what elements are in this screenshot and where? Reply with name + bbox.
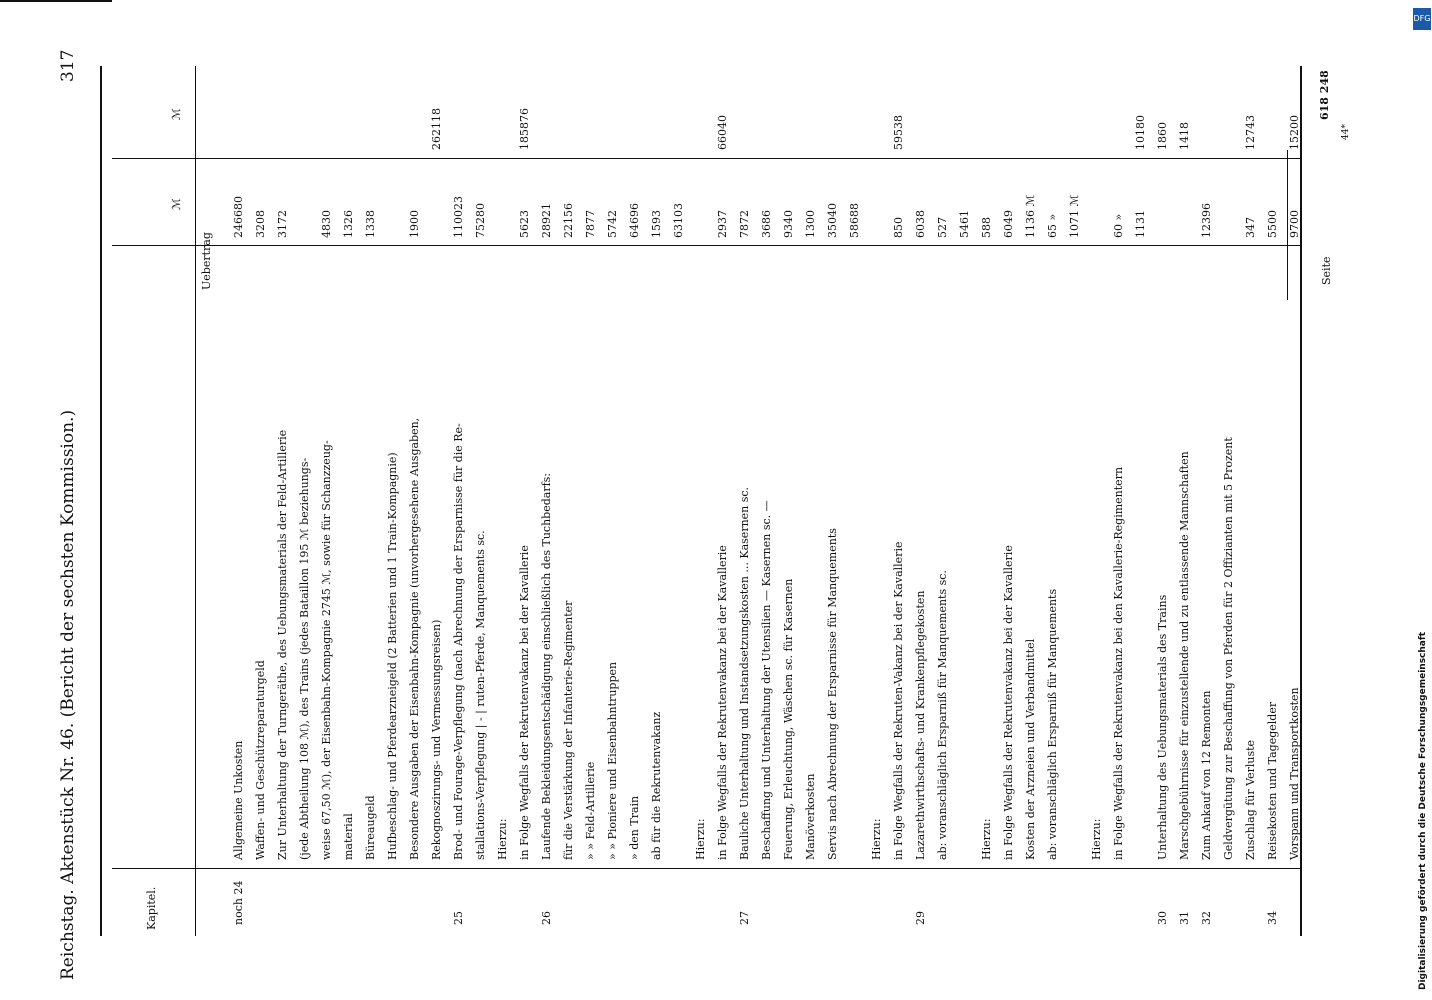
row-description: Zuschlag für Verluste <box>1244 739 1257 860</box>
row-description: in Folge Wegfalls der Rekrutenvakanz bei der Kavallerie <box>1002 545 1015 860</box>
row-description: Kosten der Arzneien und Verbandmittel <box>1024 638 1037 860</box>
row-description: Brod- und Fourage-Verpflegung (nach Abrechnung der Ersparnisse für die Re- <box>452 423 465 860</box>
amount-column-2: 66040 <box>716 115 729 150</box>
row-description: Laufende Bekleidungsentschädigung einschließlich des Tuchbedarfs: <box>540 473 553 860</box>
row-description: Hierzu: <box>870 818 883 860</box>
dfg-stamp-text: Digitalisierung gefördert durch die Deutsche Forschungsgemeinschaft <box>1418 631 1428 990</box>
row-description: Waffen- und Geschützreparaturgeld <box>254 660 267 860</box>
amount-column-1: 12396 <box>1200 203 1213 238</box>
amount-column-1: 527 <box>936 217 949 238</box>
amount-column-1: 246680 <box>232 196 245 238</box>
amount-column-1: 5623 <box>518 210 531 238</box>
amount-column-1: 1300 <box>804 210 817 238</box>
amount-column-1: 850 <box>892 217 905 238</box>
page-number: 317 <box>58 49 78 82</box>
row-description: Unterhaltung des Uebungsmaterials des Trains <box>1156 594 1169 860</box>
amount-column-1: 347 <box>1244 217 1257 238</box>
kapitel-number: 29 <box>914 911 927 925</box>
amount-column-1: 3172 <box>276 210 289 238</box>
amount-column-1: 6038 <box>914 210 927 238</box>
amount-column-1: 64696 <box>628 203 641 238</box>
amount-column-1: 28921 <box>540 203 553 238</box>
amount-column-2: 15200 <box>1288 115 1301 150</box>
row-description: Besondere Ausgaben der Eisenbahn-Kompagnie (unvorhergesehene Ausgaben, <box>408 417 421 860</box>
amount-column-2: 12743 <box>1244 115 1257 150</box>
row-description: in Folge Wegfalls der Rekrutenvakanz bei der Kavallerie <box>716 545 729 860</box>
header-rule <box>100 66 102 936</box>
column-divider-kapitel <box>112 868 1302 869</box>
kapitel-number: 30 <box>1156 911 1169 925</box>
footnote-mark: 44* <box>1341 124 1351 140</box>
seite-label: Seite <box>1320 256 1333 285</box>
amount-column-1: 1136 ℳ <box>1024 194 1037 238</box>
amount-column-1: 3686 <box>760 210 773 238</box>
row-description: Beschaffung und Unterhaltung der Utensilien — Kasernen sc. — <box>760 500 773 860</box>
row-description: Feuerung, Erleuchtung, Wäschen sc. für Kasernen <box>782 578 795 860</box>
amount-column-2: 1860 <box>1156 122 1169 150</box>
dfg-logo: DFG <box>1413 8 1431 30</box>
row-description: stallations-Verpflegung | - | ruten-Pferde, Manquements sc. <box>474 530 487 860</box>
row-description: Zur Unterhaltung der Turngeräthe, des Uebungsmaterials der Feld-Artillerie <box>276 429 289 860</box>
amount-column-1: 1900 <box>408 210 421 238</box>
uebertrag-label: Uebertrag <box>200 232 213 290</box>
row-description: Büreaugeld <box>364 795 377 860</box>
row-description: Geldvergütung zur Beschaffung von Pferden für 2 Offizianten mit 5 Prozent <box>1222 437 1235 860</box>
amount-column-1: 4830 <box>320 210 333 238</box>
row-description: in Folge Wegfalls der Rekruten-Vakanz bei der Kavallerie <box>892 541 905 860</box>
amount-column-1: 1593 <box>650 210 663 238</box>
amount-column-1: 1071 ℳ <box>1068 194 1081 238</box>
amount-column-1: 60 » <box>1112 213 1125 238</box>
amount-column-1: 3208 <box>254 210 267 238</box>
row-description: für die Verstärkung der Infanterie-Regimenter <box>562 600 575 860</box>
amount-column-2: 262118 <box>430 108 443 150</box>
amount-column-1: 9700 <box>1288 210 1301 238</box>
kapitel-number: 25 <box>452 911 465 925</box>
row-description: Servis nach Abrechnung der Ersparnisse für Manquements <box>826 528 839 860</box>
row-description: material <box>342 813 355 860</box>
amount-column-1: 5461 <box>958 210 971 238</box>
amount-column-1: 75280 <box>474 203 487 238</box>
amount-column-1: 35040 <box>826 203 839 238</box>
row-description: Manöverkosten <box>804 773 817 860</box>
mark-column-heading-2: ℳ <box>170 108 183 120</box>
grand-total: 618 248 <box>1318 70 1331 120</box>
top-border-rule <box>0 0 112 2</box>
kapitel-number: 26 <box>540 911 553 925</box>
row-description: Rekognoszirungs- und Vermessungsreisen) <box>430 619 443 860</box>
amount-column-1: 22156 <box>562 203 575 238</box>
row-description: » » Feld-Artillerie <box>584 761 597 860</box>
row-description: Hierzu: <box>694 818 707 860</box>
amount-column-1: 6049 <box>1002 210 1015 238</box>
amount-column-1: 1131 <box>1134 210 1147 238</box>
kapitel-column-heading: Kapitel. <box>145 886 158 930</box>
amount-column-1: 588 <box>980 217 993 238</box>
amount-column-2: 1418 <box>1178 122 1191 150</box>
row-description: Zum Ankauf von 12 Remonten <box>1200 690 1213 860</box>
row-description: Hierzu: <box>980 818 993 860</box>
row-description: ab: voranschläglich Ersparniß für Manquements <box>1046 588 1059 860</box>
row-description: Lazarethwirthschafts- und Krankenpflegekosten <box>914 590 927 860</box>
row-description: (jede Abtheilung 108 ℳ), des Trains (jedes Bataillon 195 ℳ beziehungs- <box>298 457 311 860</box>
row-description: in Folge Wegfalls der Rekrutenvakanz bei den Kavallerie-Regimentern <box>1112 466 1125 860</box>
row-description: » den Train <box>628 795 641 860</box>
row-description: Hufbeschlag- und Pferdearzneigeld (2 Batterien und 1 Train-Kompagnie) <box>386 452 399 860</box>
mark-column-heading-1: ℳ <box>170 198 183 210</box>
amount-column-2: 185876 <box>518 108 531 150</box>
row-description: » » Pioniere und Eisenbahntruppen <box>606 661 619 860</box>
row-description: Reisekosten und Tagegelder <box>1266 701 1279 860</box>
kapitel-column-rule <box>195 66 196 936</box>
kapitel-number: 32 <box>1200 911 1213 925</box>
amount-column-1: 5742 <box>606 210 619 238</box>
column-divider-1 <box>112 158 1302 159</box>
amount-column-1: 110023 <box>452 196 465 238</box>
row-description: in Folge Wegfalls der Rekrutenvakanz bei der Kavallerie <box>518 545 531 860</box>
amount-column-1: 1326 <box>342 210 355 238</box>
amount-column-1: 58688 <box>848 203 861 238</box>
amount-column-1: 7872 <box>738 210 751 238</box>
amount-column-1: 9340 <box>782 210 795 238</box>
row-description: Vorspann und Transportkosten <box>1288 687 1301 860</box>
amount-column-1: 63103 <box>672 203 685 238</box>
row-description: Hierzu: <box>496 818 509 860</box>
kapitel-number: 31 <box>1178 911 1191 925</box>
page-header-title: Reichstag. Aktenstück Nr. 46. (Bericht der sechsten Kommission.) <box>58 409 78 980</box>
kapitel-number: noch 24 <box>232 880 245 925</box>
amount-column-1: 1338 <box>364 210 377 238</box>
row-description: ab für die Rekrutenvakanz <box>650 711 663 860</box>
row-description: Hierzu: <box>1090 818 1103 860</box>
amount-column-2: 10180 <box>1134 115 1147 150</box>
row-description: Marschgebührnisse für einzustellende und zu entlassende Mannschaften <box>1178 451 1191 860</box>
amount-column-1: 5500 <box>1266 210 1279 238</box>
row-description: weise 67,50 ℳ), der Eisenbahn-Kompagnie 2745 ℳ, sowie für Schanzzeug- <box>320 440 333 860</box>
kapitel-number: 27 <box>738 911 751 925</box>
amount-column-1: 2937 <box>716 210 729 238</box>
row-description: Bauliche Unterhaltung und Instandsetzungskosten ... Kasernen sc. <box>738 486 751 860</box>
amount-column-1: 65 » <box>1046 213 1059 238</box>
row-description: ab: voranschläglich Ersparniß für Manquements sc. <box>936 570 949 860</box>
row-description: Allgemeine Unkosten <box>232 740 245 860</box>
amount-column-1: 7877 <box>584 210 597 238</box>
column-divider-2 <box>112 245 1302 246</box>
kapitel-number: 34 <box>1266 911 1279 925</box>
amount-column-2: 59538 <box>892 115 905 150</box>
